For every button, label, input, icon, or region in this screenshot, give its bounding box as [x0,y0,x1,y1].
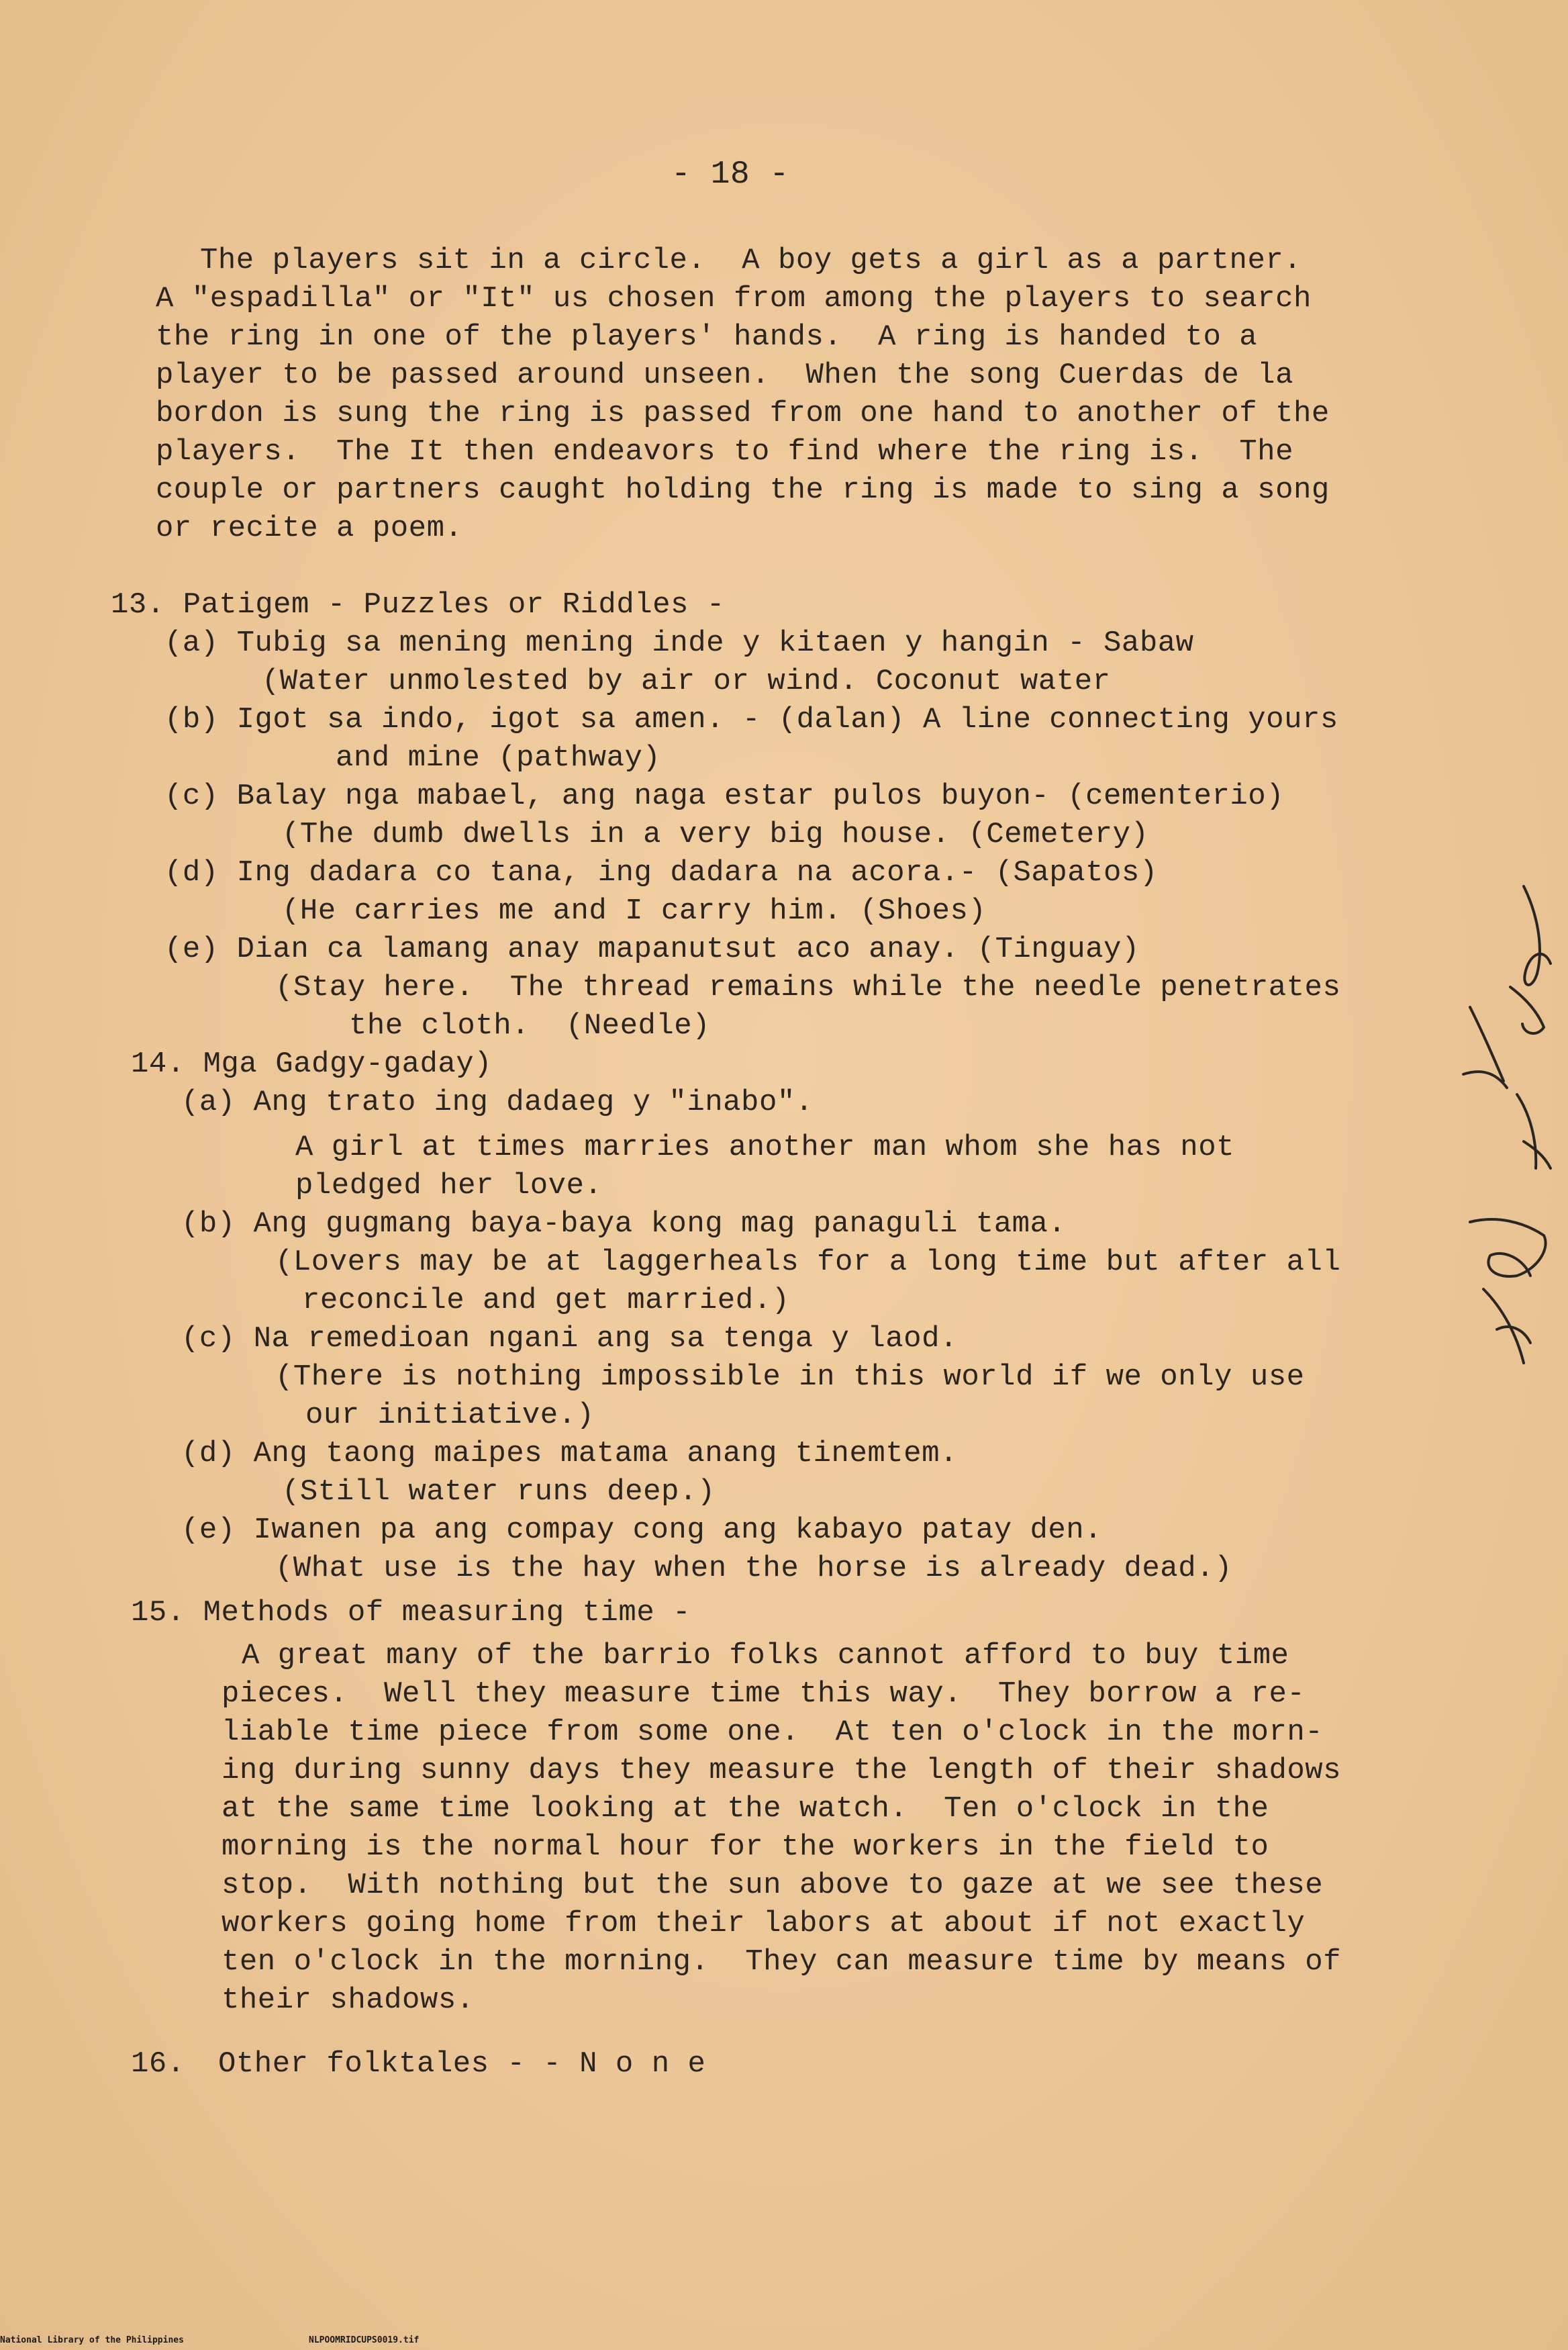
paragraph-line: stop. With nothing but the sun above to gaze at we see these [222,1869,1324,1902]
proverb-line: (There is nothing impossible in this world if we only use [275,1360,1305,1394]
paragraph-line: pieces. Well they measure time this way. They borrow a re- [222,1677,1306,1711]
proverb-line: (c) Na remedioan ngani ang sa tenga y laod. [181,1322,958,1356]
section-heading: 15. Methods of measuring time - [131,1596,691,1630]
proverb-line: (d) Ang taong maipes matama anang tinemtem. [181,1437,958,1470]
intro-line: bordon is sung the ring is passed from one hand to another of the [156,397,1330,430]
section-heading: 13. Patigem - Puzzles or Riddles - [111,588,725,622]
riddle-line: (He carries me and I carry him. (Shoes) [282,894,987,928]
paragraph-line: A great many of the barrio folks cannot afford to buy time [242,1639,1289,1673]
section-text: Other folktales - - N o n e [218,2047,706,2081]
footer-file-id: NLPOOMRIDCUPS0019.tif [309,2335,420,2345]
proverb-line: (Still water runs deep.) [282,1475,716,1509]
proverb-line: (e) Iwanen pa ang compay cong ang kabayo patay den. [181,1513,1103,1547]
paragraph-line: ing during sunny days they measure the length of their shadows [222,1754,1342,1787]
section-heading: 14. Mga Gadgy-gaday) [131,1047,493,1081]
intro-line: or recite a poem. [156,512,463,545]
riddle-line: (d) Ing dadara co tana, ing dadara na acora.- (Sapatos) [164,856,1158,890]
paragraph-line: morning is the normal hour for the workers in the field to [222,1830,1269,1864]
proverb-line: (b) Ang gugmang baya-baya kong mag panaguli tama. [181,1207,1067,1241]
paragraph-line: workers going home from their labors at about if not exactly [222,1907,1306,1940]
intro-line: players. The It then endeavors to find where the ring is. The [156,435,1293,469]
paragraph-line: liable time piece from some one. At ten o'clock in the morn- [222,1715,1324,1749]
footer-library: National Library of the Philippines [0,2335,184,2345]
intro-line: the ring in one of the players' hands. A ring is handed to a [156,320,1258,354]
page-number: - 18 - [671,156,789,193]
intro-line: The players sit in a circle. A boy gets a girl as a partner. [200,244,1302,277]
riddle-line: (Stay here. The thread remains while the needle penetrates [275,971,1341,1004]
paragraph-line: at the same time looking at the watch. Ten o'clock in the [222,1792,1269,1826]
riddle-line: the cloth. (Needle) [349,1009,711,1043]
riddle-line: (The dumb dwells in a very big house. (Cemetery) [282,818,1149,851]
proverb-line: our initiative.) [305,1399,595,1432]
section-number: 16. [131,2047,185,2081]
handwritten-signature [1443,873,1557,1383]
proverb-line: A girl at times marries another man whom she has not [295,1131,1235,1164]
proverb-line: pledged her love. [295,1169,603,1203]
paragraph-line: their shadows. [222,1983,475,2017]
proverb-line: (Lovers may be at laggerheals for a long time but after all [275,1246,1341,1279]
proverb-line: (a) Ang trato ing dadaeg y "inabo". [181,1086,814,1119]
proverb-line: (What use is the hay when the horse is already dead.) [275,1552,1232,1585]
riddle-line: and mine (pathway) [336,741,661,775]
riddle-line: (Water unmolested by air or wind. Coconut water [262,665,1111,698]
riddle-line: (b) Igot sa indo, igot sa amen. - (dalan) A line connecting yours [164,703,1338,737]
riddle-line: (e) Dian ca lamang anay mapanutsut aco anay. (Tinguay) [164,933,1140,966]
intro-line: A "espadilla" or "It" us chosen from among the players to search [156,282,1312,316]
riddle-line: (a) Tubig sa mening mening inde y kitaen y hangin - Sabaw [164,626,1194,660]
intro-line: couple or partners caught holding the ring is made to sing a song [156,473,1330,507]
riddle-line: (c) Balay nga mabael, ang naga estar pulos buyon- (cementerio) [164,780,1285,813]
intro-line: player to be passed around unseen. When the song Cuerdas de la [156,359,1293,392]
proverb-line: reconcile and get married.) [302,1284,790,1317]
paragraph-line: ten o'clock in the morning. They can measure time by means of [222,1945,1342,1979]
